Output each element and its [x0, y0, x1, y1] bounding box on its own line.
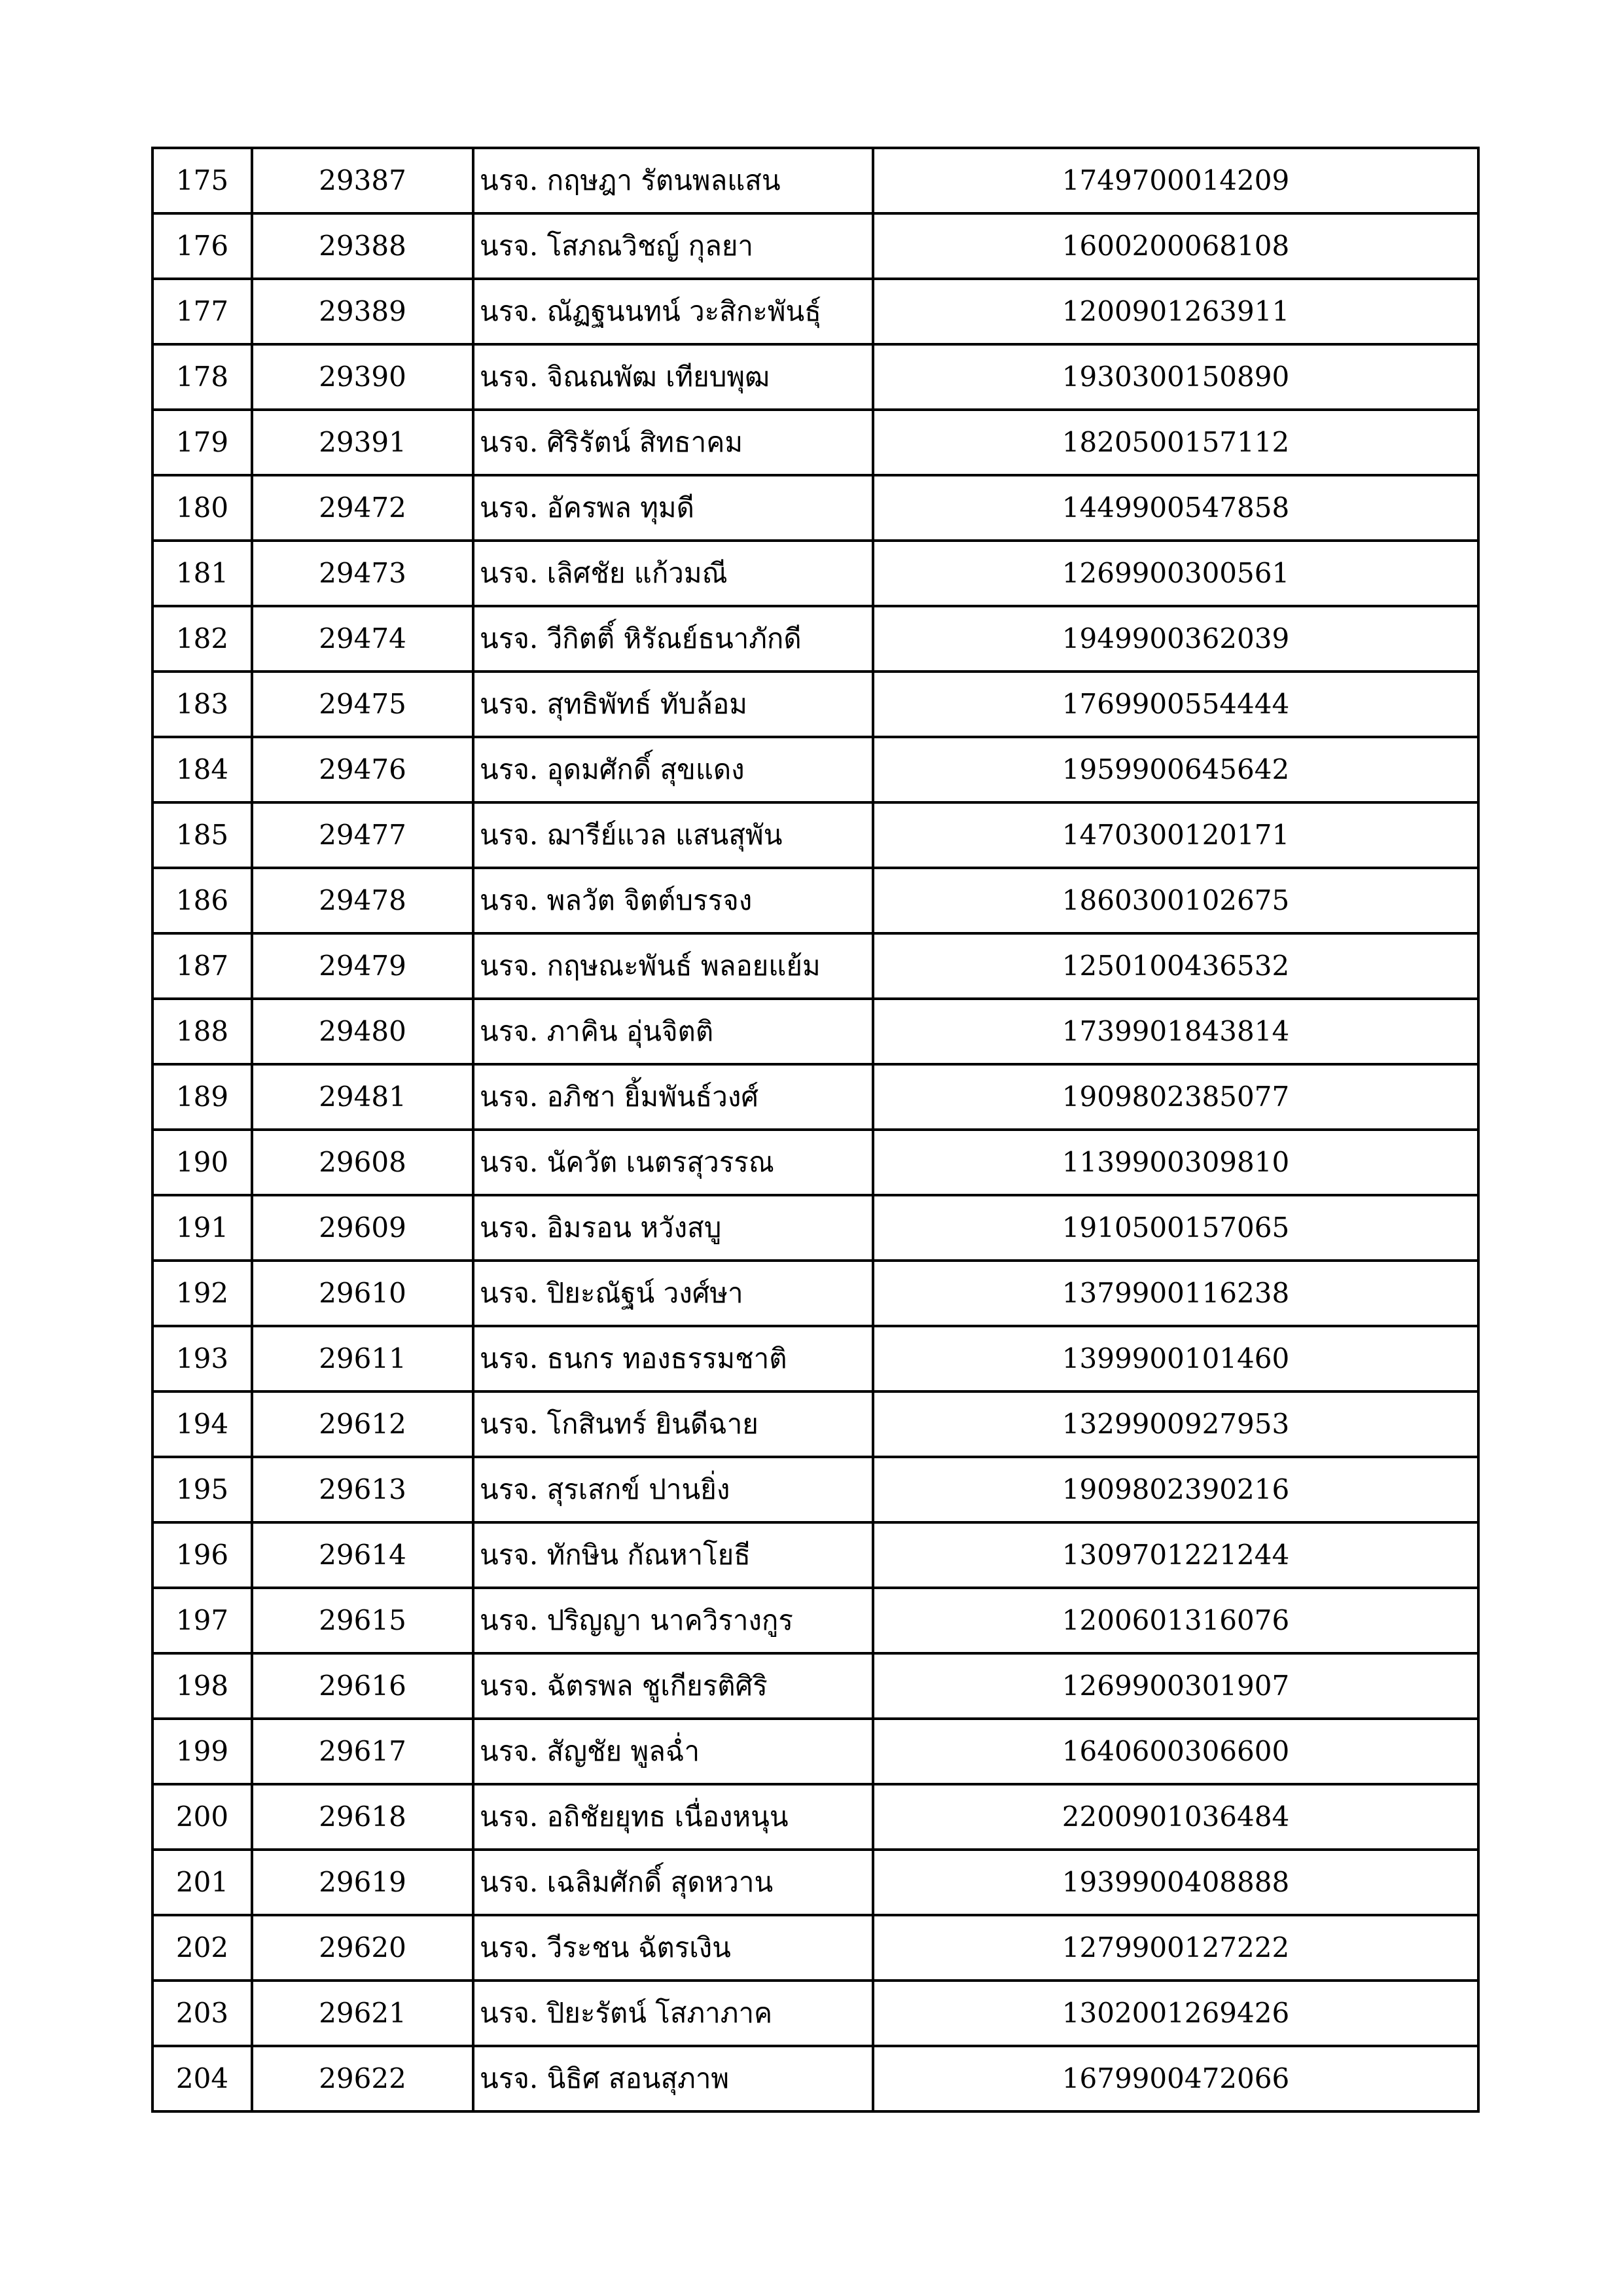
national-id-cell: 1399900101460 [873, 1326, 1478, 1391]
name-cell: นรจ. ปริญญา นาควิรางกูร [473, 1588, 873, 1653]
name-cell: นรจ. ปิยะรัตน์ โสภาภาค [473, 1981, 873, 2046]
row-number-cell: 177 [152, 279, 252, 344]
national-id-cell: 1139900309810 [873, 1130, 1478, 1195]
row-number-cell: 176 [152, 213, 252, 279]
national-id-cell: 1910500157065 [873, 1195, 1478, 1261]
row-number-cell: 194 [152, 1391, 252, 1457]
service-id-cell: 29616 [252, 1653, 473, 1719]
table-row [152, 1195, 1478, 1261]
row-number-cell: 197 [152, 1588, 252, 1653]
row-number-cell: 199 [152, 1719, 252, 1784]
national-id-cell: 1269900300561 [873, 541, 1478, 606]
name-cell: นรจ. เฉลิมศักดิ์ สุดหวาน [473, 1850, 873, 1915]
service-id-cell: 29614 [252, 1522, 473, 1588]
national-id-cell: 1769900554444 [873, 672, 1478, 737]
row-number-cell: 181 [152, 541, 252, 606]
name-cell: นรจ. วีระชน ฉัตรเงิน [473, 1915, 873, 1981]
service-id-cell: 29611 [252, 1326, 473, 1391]
table-row [152, 279, 1478, 344]
service-id-cell: 29481 [252, 1064, 473, 1130]
roster-table [151, 147, 1480, 2113]
row-number-cell: 186 [152, 868, 252, 933]
service-id-cell: 29479 [252, 933, 473, 999]
service-id-cell: 29613 [252, 1457, 473, 1522]
table-row [152, 672, 1478, 737]
row-number-cell: 196 [152, 1522, 252, 1588]
service-id-cell: 29387 [252, 148, 473, 213]
national-id-cell: 1250100436532 [873, 933, 1478, 999]
name-cell: นรจ. โสภณวิชญ์ กุลยา [473, 213, 873, 279]
national-id-cell: 1959900645642 [873, 737, 1478, 802]
row-number-cell: 183 [152, 672, 252, 737]
national-id-cell: 1309701221244 [873, 1522, 1478, 1588]
service-id-cell: 29621 [252, 1981, 473, 2046]
table-row [152, 737, 1478, 802]
row-number-cell: 203 [152, 1981, 252, 2046]
name-cell: นรจ. อิมรอน หวังสบู [473, 1195, 873, 1261]
table-row [152, 475, 1478, 541]
name-cell: นรจ. สุทธิพัทธ์ ทับล้อม [473, 672, 873, 737]
national-id-cell: 1640600306600 [873, 1719, 1478, 1784]
service-id-cell: 29472 [252, 475, 473, 541]
table-row [152, 1391, 1478, 1457]
national-id-cell: 1930300150890 [873, 344, 1478, 410]
national-id-cell: 1449900547858 [873, 475, 1478, 541]
national-id-cell: 1279900127222 [873, 1915, 1478, 1981]
name-cell: นรจ. จิณณพัฒ เทียบพุฒ [473, 344, 873, 410]
name-cell: นรจ. เลิศชัย แก้วมณี [473, 541, 873, 606]
row-number-cell: 198 [152, 1653, 252, 1719]
national-id-cell: 1470300120171 [873, 802, 1478, 868]
service-id-cell: 29619 [252, 1850, 473, 1915]
name-cell: นรจ. กฤษฎา รัตนพลแสน [473, 148, 873, 213]
service-id-cell: 29612 [252, 1391, 473, 1457]
name-cell: นรจ. อุดมศักดิ์ สุขแดง [473, 737, 873, 802]
row-number-cell: 185 [152, 802, 252, 868]
name-cell: นรจ. สัญชัย พูลฉ่ำ [473, 1719, 873, 1784]
name-cell: นรจ. ธนกร ทองธรรมชาติ [473, 1326, 873, 1391]
table-row [152, 1784, 1478, 1850]
national-id-cell: 1949900362039 [873, 606, 1478, 672]
row-number-cell: 179 [152, 410, 252, 475]
table-row [152, 213, 1478, 279]
service-id-cell: 29388 [252, 213, 473, 279]
row-number-cell: 180 [152, 475, 252, 541]
national-id-cell: 1200601316076 [873, 1588, 1478, 1653]
service-id-cell: 29475 [252, 672, 473, 737]
service-id-cell: 29389 [252, 279, 473, 344]
name-cell: นรจ. สุรเสกข์ ปานยิ่ง [473, 1457, 873, 1522]
national-id-cell: 1302001269426 [873, 1981, 1478, 2046]
table-row [152, 1261, 1478, 1326]
row-number-cell: 193 [152, 1326, 252, 1391]
row-number-cell: 202 [152, 1915, 252, 1981]
name-cell: นรจ. ฌารีย์แวล แสนสุพัน [473, 802, 873, 868]
roster-body [152, 148, 1478, 2111]
name-cell: นรจ. ศิริรัตน์ สิทธาคม [473, 410, 873, 475]
row-number-cell: 190 [152, 1130, 252, 1195]
row-number-cell: 187 [152, 933, 252, 999]
table-row [152, 1850, 1478, 1915]
national-id-cell: 1739901843814 [873, 999, 1478, 1064]
national-id-cell: 1329900927953 [873, 1391, 1478, 1457]
service-id-cell: 29478 [252, 868, 473, 933]
table-row [152, 541, 1478, 606]
table-row [152, 1588, 1478, 1653]
table-row [152, 933, 1478, 999]
service-id-cell: 29391 [252, 410, 473, 475]
table-row [152, 999, 1478, 1064]
national-id-cell: 1939900408888 [873, 1850, 1478, 1915]
service-id-cell: 29622 [252, 2046, 473, 2111]
row-number-cell: 201 [152, 1850, 252, 1915]
name-cell: นรจ. โกสินทร์ ยินดีฉาย [473, 1391, 873, 1457]
table-row [152, 148, 1478, 213]
service-id-cell: 29608 [252, 1130, 473, 1195]
name-cell: นรจ. นิธิศ สอนสุภาพ [473, 2046, 873, 2111]
table-row [152, 1719, 1478, 1784]
name-cell: นรจ. ปิยะณัฐน์ วงศ์ษา [473, 1261, 873, 1326]
table-row [152, 1457, 1478, 1522]
national-id-cell: 1600200068108 [873, 213, 1478, 279]
service-id-cell: 29620 [252, 1915, 473, 1981]
table-row [152, 410, 1478, 475]
row-number-cell: 188 [152, 999, 252, 1064]
national-id-cell: 1679900472066 [873, 2046, 1478, 2111]
name-cell: นรจ. ภาคิน อุ่นจิตติ [473, 999, 873, 1064]
national-id-cell: 1749700014209 [873, 148, 1478, 213]
name-cell: นรจ. อัครพล ทุมดี [473, 475, 873, 541]
table-row [152, 1522, 1478, 1588]
row-number-cell: 178 [152, 344, 252, 410]
name-cell: นรจ. พลวัต จิตต์บรรจง [473, 868, 873, 933]
name-cell: นรจ. นัควัต เนตรสุวรรณ [473, 1130, 873, 1195]
name-cell: นรจ. อถิชัยยุทธ เนื่องหนุน [473, 1784, 873, 1850]
national-id-cell: 1269900301907 [873, 1653, 1478, 1719]
service-id-cell: 29480 [252, 999, 473, 1064]
service-id-cell: 29617 [252, 1719, 473, 1784]
service-id-cell: 29610 [252, 1261, 473, 1326]
name-cell: นรจ. ณัฏฐนนทน์ วะสิกะพันธุ์ [473, 279, 873, 344]
row-number-cell: 175 [152, 148, 252, 213]
service-id-cell: 29476 [252, 737, 473, 802]
table-row [152, 1653, 1478, 1719]
national-id-cell: 1200901263911 [873, 279, 1478, 344]
name-cell: นรจ. ฉัตรพล ชูเกียรติศิริ [473, 1653, 873, 1719]
table-row [152, 1064, 1478, 1130]
service-id-cell: 29618 [252, 1784, 473, 1850]
row-number-cell: 192 [152, 1261, 252, 1326]
table-row [152, 344, 1478, 410]
table-row [152, 1326, 1478, 1391]
service-id-cell: 29473 [252, 541, 473, 606]
name-cell: นรจ. อภิชา ยิ้มพันธ์วงศ์ [473, 1064, 873, 1130]
table-row [152, 868, 1478, 933]
national-id-cell: 1860300102675 [873, 868, 1478, 933]
row-number-cell: 204 [152, 2046, 252, 2111]
service-id-cell: 29390 [252, 344, 473, 410]
name-cell: นรจ. กฤษณะพันธ์ พลอยแย้ม [473, 933, 873, 999]
service-id-cell: 29609 [252, 1195, 473, 1261]
row-number-cell: 189 [152, 1064, 252, 1130]
table-row [152, 1981, 1478, 2046]
name-cell: นรจ. วีกิตติ์ หิรัณย์ธนาภักดี [473, 606, 873, 672]
name-cell: นรจ. ทักษิน กัณหาโยธี [473, 1522, 873, 1588]
service-id-cell: 29615 [252, 1588, 473, 1653]
national-id-cell: 1820500157112 [873, 410, 1478, 475]
row-number-cell: 195 [152, 1457, 252, 1522]
national-id-cell: 2200901036484 [873, 1784, 1478, 1850]
table-row [152, 606, 1478, 672]
national-id-cell: 1379900116238 [873, 1261, 1478, 1326]
service-id-cell: 29474 [252, 606, 473, 672]
row-number-cell: 184 [152, 737, 252, 802]
table-row [152, 1130, 1478, 1195]
national-id-cell: 1909802390216 [873, 1457, 1478, 1522]
table-row [152, 2046, 1478, 2111]
row-number-cell: 200 [152, 1784, 252, 1850]
row-number-cell: 191 [152, 1195, 252, 1261]
service-id-cell: 29477 [252, 802, 473, 868]
row-number-cell: 182 [152, 606, 252, 672]
table-row [152, 1915, 1478, 1981]
table-row [152, 802, 1478, 868]
national-id-cell: 1909802385077 [873, 1064, 1478, 1130]
